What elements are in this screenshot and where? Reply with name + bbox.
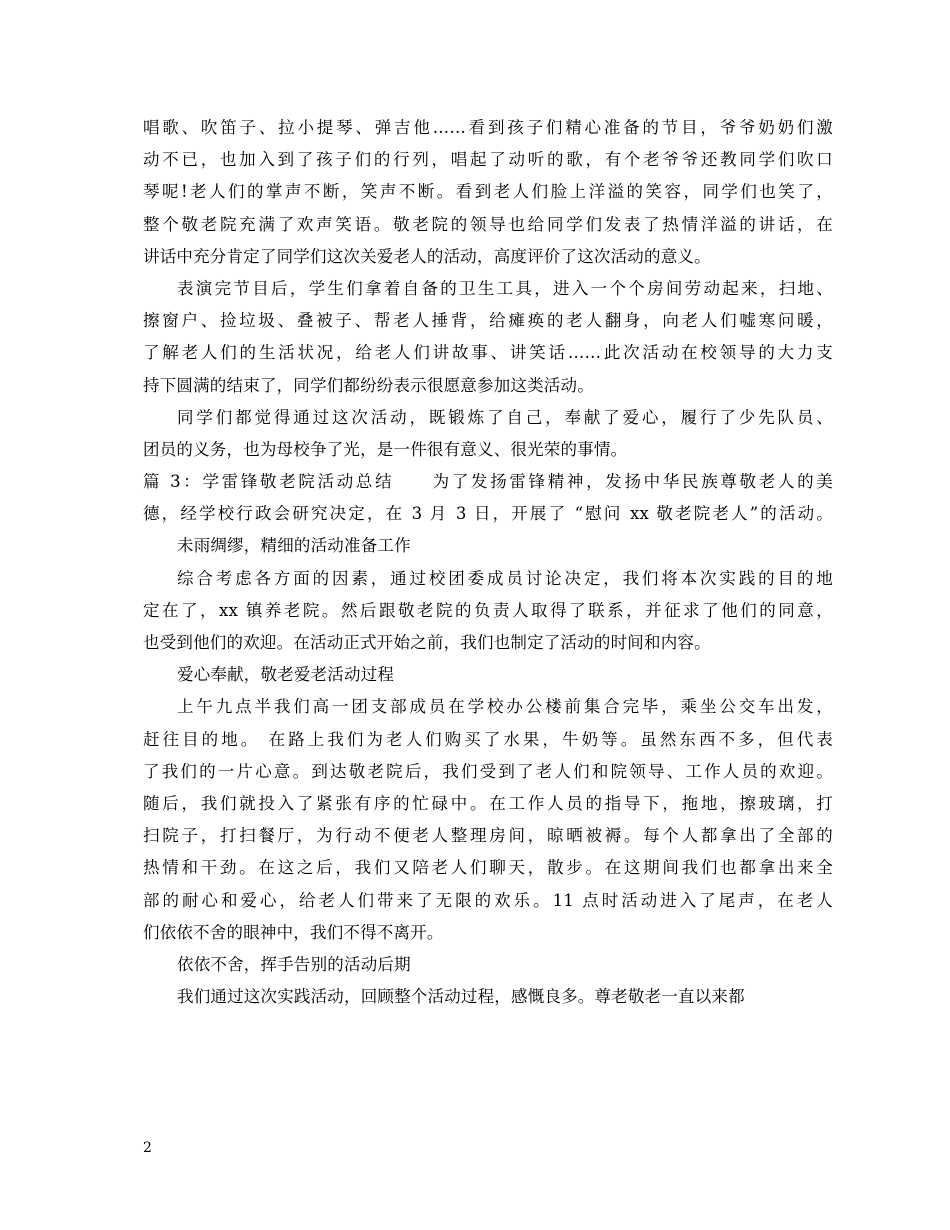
text-line: 同学们都觉得通过这次活动，既锻炼了自己，奉献了爱心，履行了少先队员、: [177, 407, 833, 427]
text-line: 随后，我们就投入了紧张有序的忙碌中。在工作人员的指导下，拖地，擦玻璃，打: [143, 793, 833, 813]
page-number: 2: [143, 1140, 152, 1156]
text-line: 上午九点半我们高一团支部成员在学校办公楼前集合完毕，乘坐公交车出发，: [177, 697, 833, 717]
text-line: 动不已，也加入到了孩子们的行列，唱起了动听的歌，有个老爷爷还教同学们吹口: [143, 150, 833, 170]
text-line: 了解老人们的生活状况，给老人们讲故事、讲笑话……此次活动在校领导的大力支: [143, 343, 833, 363]
text-line: 德，经学校行政会研究决定，在 3 月 3 日，开展了 “慰问 xx 敬老院老人”的活动。: [143, 504, 833, 524]
text-line: 了我们的一片心意。到达敬老院后，我们受到了老人们和院领导、工作人员的欢迎。: [143, 761, 833, 781]
text-line: 琴呢!老人们的掌声不断，笑声不断。看到老人们脸上洋溢的笑容，同学们也笑了，: [143, 182, 833, 202]
text-line: 赶往目的地。 在路上我们为老人们购买了水果，牛奶等。虽然东西不多，但代表: [143, 729, 833, 749]
document-body: [143, 112, 833, 1013]
text-line: 扫院子，打扫餐厅，为行动不便老人整理房间，晾晒被褥。每个人都拿出了全部的: [143, 826, 833, 846]
text-line: 们依依不舍的眼神中，我们不得不离开。: [143, 922, 444, 942]
text-line: 篇 3：学雷锋敬老院活动总结 为了发扬雷锋精神，发扬中华民族尊敬老人的美: [143, 472, 833, 492]
text-line: 整个敬老院充满了欢声笑语。敬老院的领导也给同学们发表了热情洋溢的讲话，在: [143, 214, 833, 234]
text-line: 也受到他们的欢迎。在活动正式开始之前，我们也制定了活动的时间和内容。: [143, 633, 711, 652]
text-line: 综合考虑各方面的因素，通过校团委成员讨论决定，我们将本次实践的目的地: [177, 568, 833, 588]
text-line: 部的耐心和爱心，给老人们带来了无限的欢乐。11 点时活动进入了尾声，在老人: [143, 890, 833, 910]
text-line: 定在了，xx 镇养老院。然后跟敬老院的负责人取得了联系，并征求了他们的同意，: [143, 600, 833, 620]
section-heading: 未雨绸缪，精细的活动准备工作: [177, 536, 411, 556]
text-line: 热情和干劲。在这之后，我们又陪老人们聊天，散步。在这期间我们也都拿出来全: [143, 858, 833, 878]
text-line: 讲话中充分肯定了同学们这次关爱老人的活动，高度评价了这次活动的意义。: [143, 246, 711, 266]
section-heading: 依依不舍，挥手告别的活动后期: [177, 954, 411, 974]
section-heading: 爱心奉献，敬老爱老活动过程: [177, 665, 395, 685]
text-line: 擦窗户、捡垃圾、叠被子、帮老人捶背，给瘫痪的老人翻身，向老人们嘘寒问暖，: [143, 311, 833, 331]
text-line: 我们通过这次实践活动，回顾整个活动过程，感慨良多。尊老敬老一直以来都: [177, 987, 745, 1007]
text-line: 团员的义务，也为母校争了光，是一件很有意义、很光荣的事情。: [143, 439, 628, 459]
text-line: 表演完节目后，学生们拿着自备的卫生工具，进入一个个房间劳动起来，扫地、: [177, 278, 833, 298]
text-line: 唱歌、吹笛子、拉小提琴、弹吉他……看到孩子们精心准备的节目，爷爷奶奶们激: [143, 118, 833, 137]
text-line: 持下圆满的结束了，同学们都纷纷表示很愿意参加这类活动。: [143, 375, 594, 395]
